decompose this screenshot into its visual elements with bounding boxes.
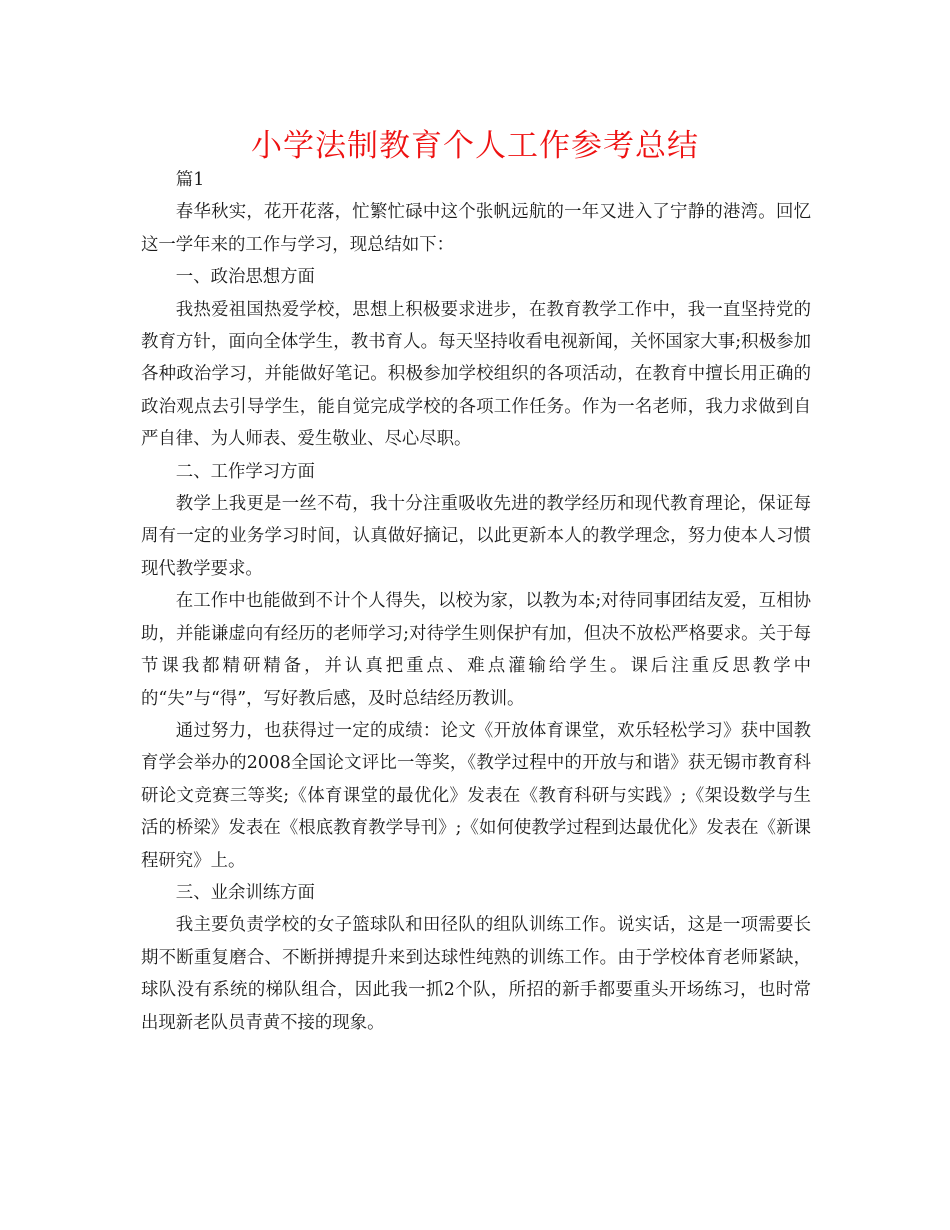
document-title: 小学法制教育个人工作参考总结 (251, 128, 699, 164)
heading-political: 一、政治思想方面 (175, 267, 315, 288)
heading-training: 三、业余训练方面 (175, 882, 315, 903)
paragraph-training: 我主要负责学校的女子篮球队和田径队的组队训练工作。说实话，这是一项需要长期不断重复磨合、不断拼搏提升来到达球性纯熟的训练工作。由于学校体育老师紧缺，球队没有系统的梯队组合，因此我一抓2个队，所招的新手都要重头开场练习，也时常出现新老队员青黄不接的现象。 (141, 915, 811, 1033)
paragraph-political: 我热爱祖国热爱学校，思想上积极要求进步，在教育教学工作中，我一直坚持党的教育方针，面向全体学生，教书育人。每天坚持收看电视新闻，关怀国家大事;积极参加各种政治学习，并能做好笔记。积极参加学校组织的各项活动，在教育中擅长用正确的政治观点去引导学生，能自觉完成学校的各项工作任务。作为一名老师，我力求做到自严自律、为人师表、爱生敬业、尽心尽职。 (141, 299, 811, 450)
paragraph-teaching: 教学上我更是一丝不苟，我十分注重吸收先进的教学经历和现代教育理论，保证每周有一定的业务学习时间，认真做好摘记，以此更新本人的教学理念，努力使本人习惯现代教学要求。 (141, 494, 811, 579)
paragraph-work-attitude: 在工作中也能做到不计个人得失，以校为家，以教为本;对待同事团结友爱，互相协助，并能谦虚向有经历的老师学习;对待学生则保护有加，但决不放松严格要求。关于每节课我都精研精备，并认真把重点、难点灌输给学生。课后注重反思教学中的“失”与“得”，写好教后感，及时总结经历教训。 (141, 591, 811, 709)
paragraph-achievements: 通过努力，也获得过一定的成绩：论文《开放体育课堂，欢乐轻松学习》获中国教育学会举办的2008全国论文评比一等奖，《教学过程中的开放与和谐》获无锡市教育科研论文竞赛三等奖;《体育课堂的最优化》发表在《教育科研与实践》;《架设数学与生活的桥梁》发表在《根底教育教学导刊》;《如何使教学过程到达最优化》发表在《新课程研究》上。 (141, 720, 811, 871)
heading-work-study: 二、工作学习方面 (175, 461, 315, 482)
paragraph-intro: 春华秋实，花开花落，忙繁忙碌中这个张帆远航的一年又进入了宁静的港湾。回忆这一学年来的工作与学习，现总结如下： (141, 202, 811, 255)
document-body (141, 164, 811, 1039)
section-label-part1: 篇1 (175, 170, 205, 190)
